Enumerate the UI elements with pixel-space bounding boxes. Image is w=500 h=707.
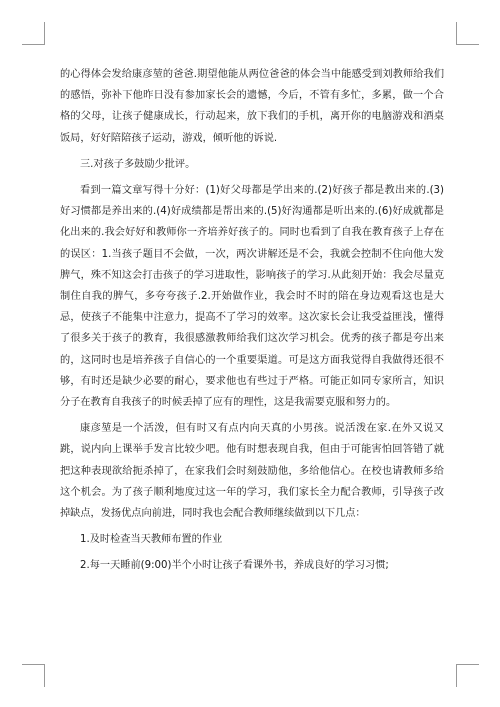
crop-mark-top-right bbox=[456, 22, 479, 45]
crop-mark-bottom-left bbox=[22, 664, 45, 687]
paragraph-reflection: 看到一篇文章写得十分好：(1)好父母都是学出来的.(2)好孩子都是教出来的.(3)好习惯都是养出来的.(4)好成绩都是帮出来的.(5)好沟通都是听出来的.(6)好成就都是化出来的.我会好好和教师你一齐培养好孩子的。同时也看到了自我在教育孩子上存在的误区：1.当孩子题目不会做，一次，两次讲解还是不会，我就会控制不住向他大发脾气，殊不知这会打击孩子的学习进取性，影响孩子的学习.从此刻开始：我会尽量克制住自我的脾气，多夸夸孩子.2.开始做作业，我会时不时的陪在身边观看这也是大忌，使孩子不能集中注意力，提高不了学习的效率。这次家长会让我受益匪浅，懂得了很多关于孩子的教育，我很感激教师给我们这次学习机会。优秀的孩子都是夸出来的，这同时也是培养孩子自信心的一个重要渠道。可是这方面我觉得自我做得还很不够，有时还是缺少必要的耐心，要求他也有些过于严格。可能正如同专家所言，知识分子在教育自我孩子的时候丢掉了应有的理性，这是我需要克服和努力的。 bbox=[60, 185, 444, 409]
list-item-reading-habit: 2.每一天睡前(9:00)半个小时让孩子看课外书，养成良好的学习习惯; bbox=[80, 560, 389, 572]
crop-mark-bottom-right bbox=[456, 664, 479, 687]
document-body bbox=[60, 64, 444, 577]
paragraph-child-description: 康彦堃是一个活泼，但有时又有点内向天真的小男孩。说活泼在家.在外又说又跳，说内向上课举手发言比较少吧。他有时想表现自我，但由于可能害怕回答错了就把这种表现欲给扼杀掉了，在家我们会时刻鼓励他，多给他信心。在校也请教师多给这个机会。为了孩子顺利地度过这一年的学习，我们家长全力配合教师，引导孩子改掉缺点，发扬优点向前进，同时我也会配合教师继续做到以下几点： bbox=[60, 423, 444, 520]
crop-mark-top-left bbox=[22, 22, 45, 45]
section-heading-encourage: 三.对孩子多鼓励少批评。 bbox=[80, 158, 196, 170]
paragraph-letter-ending: 的心得体会发给康彦堃的爸爸.期望他能从两位爸爸的体会当中能感受到刘教师给我们的感悟，弥补下他昨日没有参加家长会的遗憾，今后，不管有多忙，多累，做一个合格的父母，让孩子健康成长，行动起来，放下我们的手机，离开你的电脑游戏和酒桌饭局，好好陪陪孩子运动，游戏，倾听他的诉说. bbox=[60, 69, 444, 144]
list-item-homework-check: 1.及时检查当天教师布置的作业 bbox=[80, 534, 223, 546]
